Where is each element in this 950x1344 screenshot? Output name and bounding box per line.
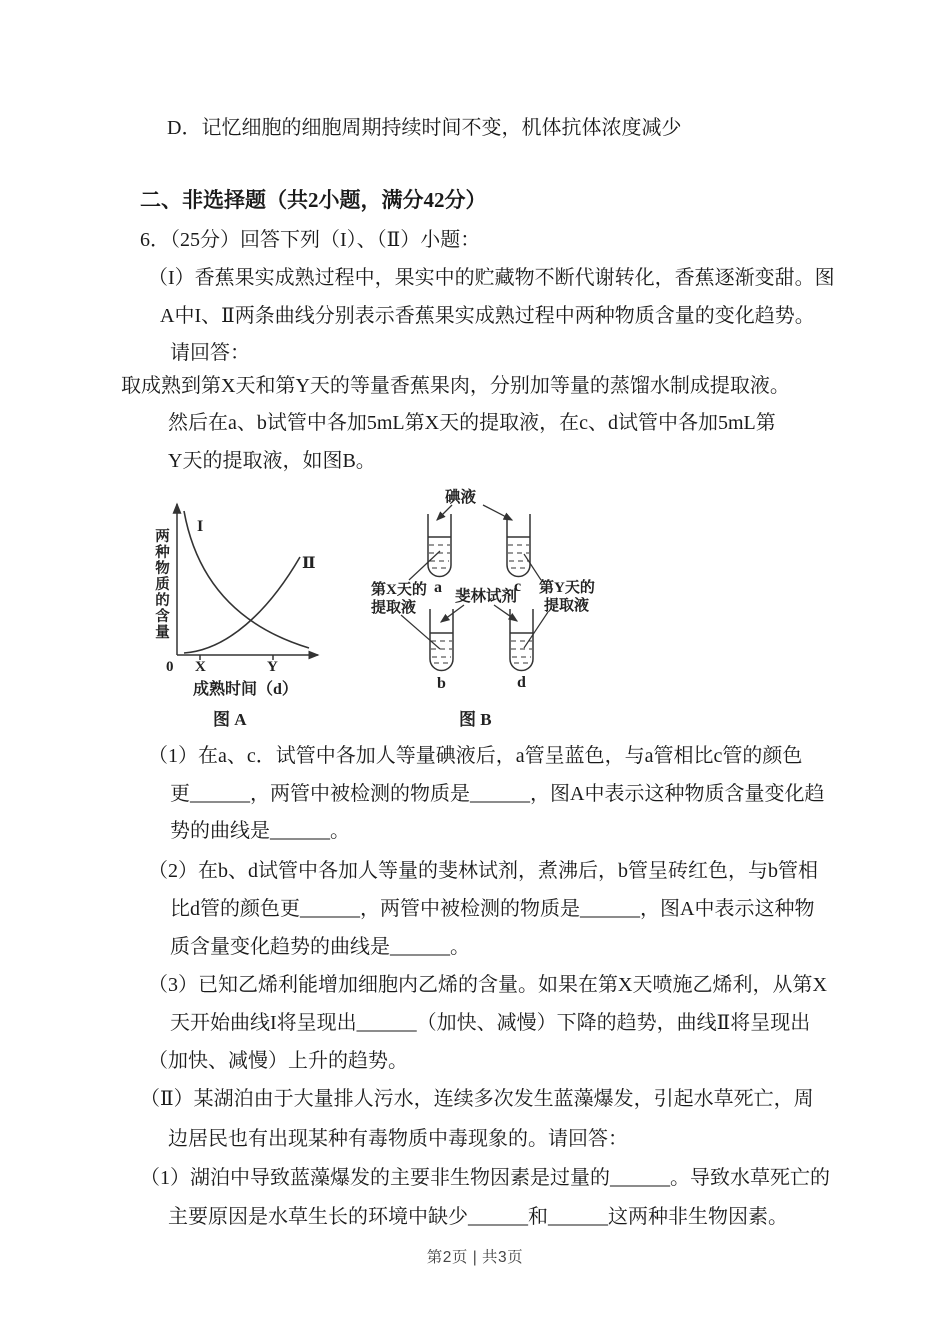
option-d-line: D．记忆细胞的细胞周期持续时间不变，机体抗体浓度减少 [167,117,682,139]
section-header: 二、非选择题（共2小题，满分42分） [140,188,487,212]
q1-line-3: 势的曲线是______。 [170,820,350,842]
curve-i-label: I [197,518,204,535]
extract-y-label-line2: 提取液 [544,598,590,614]
q1-line-2: 更______，两管中被检测的物质是______，图A中表示这种物质含量变化趋 [170,783,825,805]
tube-a-label: a [434,579,442,596]
procedure-line-1: 取成熟到第X天和第Y天的等量香蕉果肉，分别加等量的蒸馏水制成提取液。 [121,375,790,397]
tube-c-label: c [514,578,522,595]
figure-b-caption: 图 B [459,710,492,729]
extract-x-label-line2: 提取液 [371,600,417,616]
page-number: 第2页 | 共3页 [426,1249,524,1266]
tick-y-label: Y [267,659,278,675]
figure-graph-and-tubes [140,485,632,737]
tick-x-label: X [195,659,206,675]
curve-ii-label: Ⅱ [302,555,316,572]
part1-intro-line-2: A中I、Ⅱ两条曲线分别表示香蕉果实成熟过程中两种物质含量的变化趋势。 [160,305,815,327]
q3-line-2: 天开始曲线I将呈现出______（加快、减慢）下降的趋势，曲线Ⅱ将呈现出 [170,1012,811,1034]
tube-d-label: d [517,674,526,691]
procedure-line-2: 然后在a、b试管中各加5mL第X天的提取液，在c、d试管中各加5mL第 [168,412,776,434]
q1-line-1: （1）在a、c．试管中各加人等量碘液后，a管呈蓝色，与a管相比c管的颜色 [148,745,803,767]
origin-label: 0 [166,659,174,675]
extract-x-label-line1: 第X天的 [371,582,427,598]
iodine-label: 碘液 [445,489,477,506]
graph-y-axis-label: 两种物质的含量 [153,528,169,640]
test-tube-b [430,609,453,671]
part2-intro-line-2: 边居民也有出现某种有毒物质中毒现象的。请回答： [168,1128,628,1150]
q2-line-1: （2）在b、d试管中各加人等量的斐林试剂，煮沸后，b管呈砖红色，与b管相 [148,860,818,882]
part1-intro-line-1: （I）香蕉果实成熟过程中，果实中的贮藏物不断代谢转化，香蕉逐渐变甜。图 [148,267,835,289]
extract-y-label-line1: 第Y天的 [539,580,595,596]
procedure-line-3: Y天的提取液，如图B。 [168,450,376,472]
q3-line-3: （加快、减慢）上升的趋势。 [148,1050,408,1072]
q2-line-2: 比d管的颜色更______，两管中被检测的物质是______，图A中表示这种物 [170,898,815,920]
part2-intro-line-1: （Ⅱ）某湖泊由于大量排人污水，连续多次发生蓝藻爆发，引起水草死亡，周 [140,1088,814,1110]
q3-line-1: （3）已知乙烯利能增加细胞内乙烯的含量。如果在第X天喷施乙烯利，从第X [148,974,827,996]
figure-a-caption: 图 A [213,710,247,729]
fehling-label: 斐林试剂 [455,588,518,605]
part2-q1-line-2: 主要原因是水草生长的环境中缺少______和______这两种非生物因素。 [168,1206,788,1228]
iodine-arrows [437,505,512,520]
part1-intro-line-3: 请回答： [170,342,250,364]
question-6-intro: 6．（25分）回答下列（I）、（Ⅱ）小题： [140,229,481,251]
q2-line-3: 质含量变化趋势的曲线是______。 [170,936,470,958]
x-axis-label: 成熟时间（d） [193,681,298,698]
tube-b-label: b [437,675,446,692]
part2-q1-line-1: （1）湖泊中导致蓝藻爆发的主要非生物因素是过量的______。导致水草死亡的 [140,1167,830,1189]
